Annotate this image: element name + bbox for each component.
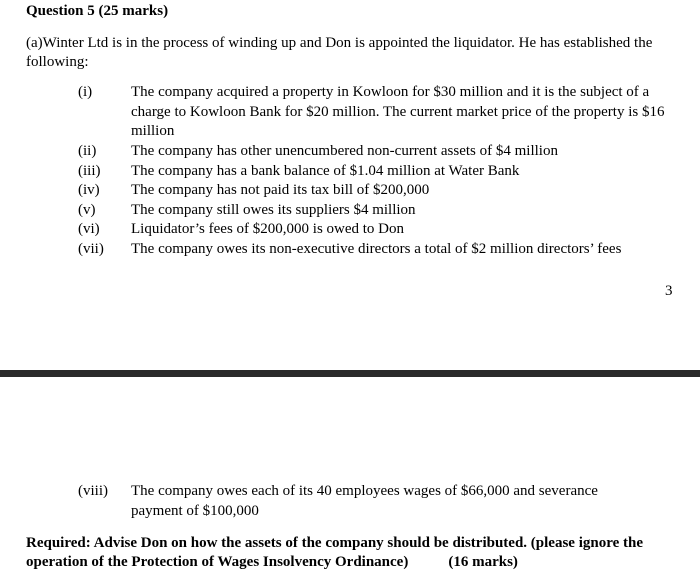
item-number: (iii) [78,163,101,179]
item-text: The company has other unencumbered non-current assets of $4 million [131,143,558,159]
page-number: 3 [665,283,673,299]
item-number: (vi) [78,221,100,237]
item-number: (v) [78,202,96,218]
required-marks: (16 marks) [448,554,518,570]
item-text: Liquidator’s fees of $200,000 is owed to Don [131,221,405,237]
required-text: Required: Advise Don on how the assets of the company should be distributed. (please ignore the operation of the Protection of Wages Insolvency Ordinance) [26,535,643,570]
item-text: The company acquired a property in Kowloon for $30 million and it is the subject of a charge to Kowloon Bank for $20 million. The current market price of the property is $16 million [131,84,665,139]
question-intro: (a)Winter Ltd is in the process of winding up and Don is appointed the liquidator. He has established the following: [26,35,653,70]
item-number: (i) [78,84,93,100]
item-number: (vii) [78,241,104,257]
item-text: The company owes its non-executive directors a total of $2 million directors’ fees [131,241,622,257]
item-text: The company has a bank balance of $1.04 million at Water Bank [131,163,520,179]
item-number: (ii) [78,143,97,159]
item-number: (viii) [78,483,108,499]
item-number: (iv) [78,182,100,198]
page-break-divider [0,370,700,377]
item-text: The company owes each of its 40 employees wages of $66,000 and severance payment of $100,000 [131,483,598,519]
required-instruction [26,534,686,572]
item-text: The company has not paid its tax bill of $200,000 [131,182,430,198]
item-text: The company still owes its suppliers $4 million [131,202,416,218]
question-title: Question 5 (25 marks) [26,3,169,19]
